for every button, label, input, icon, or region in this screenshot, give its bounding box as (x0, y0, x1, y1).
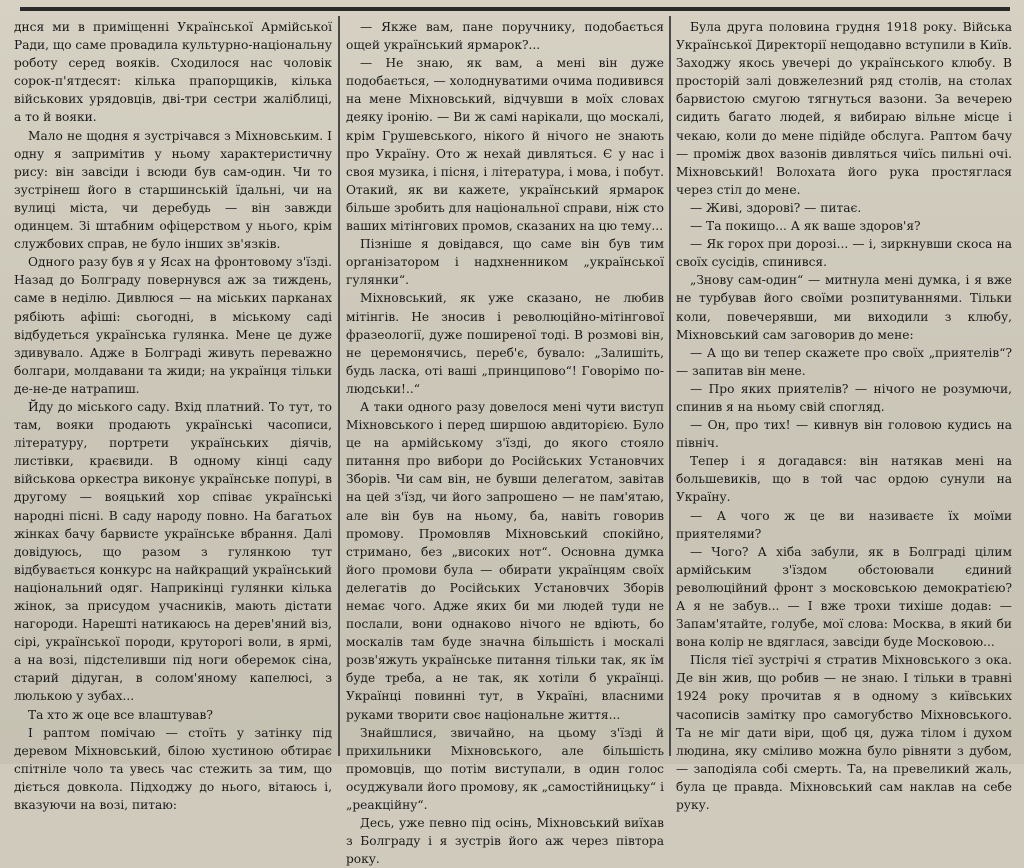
paragraph: — Та покищо... А як ваше здоров'я? (690, 219, 921, 234)
paragraph: Десь, уже певно під осінь, Міхновський виїхав з Болграду і я зустрів його аж через півтора року. (346, 816, 664, 867)
column-2 (346, 18, 664, 867)
paragraph: Була друга половина грудня 1918 року. Війська Української Директорії нещодавно вступили в Київ. Заходжу якось увечері до українського клюбу. В просторій залі довжелезний ряд столів, на столах барвистою смугою тягнуться вазони. За вечерею сидить багато людей, я вибираю вільне місце і чекаю, коли до мене підійде обслуга. Раптом бачу — проміж двох вазонів дивляться чиїсь пильні очі. Міхновський! Волохата його рука простяглася через стіл до мене. (676, 20, 1012, 197)
paragraph: — Он, про тих! — кивнув він головою кудись на північ. (676, 418, 1012, 451)
paragraph: А таки одного разу довелося мені чути виступ Міхновського і перед ширшою авдиторією. Було це на армійському з'їзді, до якого стояло питання про вибори до Російських Установчих Зборів. Чи сам він, не бувши делегатом, завітав на цей з'їзд, чи його запрошено — не пам'ятаю, але він був на ньому, ба, навіть говорив промову. Промовляв Міхновський спокійно, стримано, без „високих нот“. Основна думка його промови була — обирати українцям своїх делегатів до Російських Установчих Зборів немає чого. Адже яких би ми людей туди не послали, вони однаково нічого не вдіють, бо москалів там буде значна більшість і москалі розв'яжуть українське питання тільки так, як їм буде треба, а не так, як хотіли б українці. Українці повинні тут, в Україні, власними руками творити своє національне життя... (346, 399, 664, 722)
paragraph: — Якже вам, пане поручнику, подобається ощей український ярмарок?... (346, 20, 664, 53)
paragraph: Після тієї зустрічі я стратив Міхновського з ока. Де він жив, що робив — не знаю. І тільки в травні 1924 року прочитав я в одному з київських часописів замітку про самогубство Міхновського. Та не міг дати віри, щоб ця, дужа тілом і духом людина, яку сміливо можна було рівняти з дубом, — заподіяла собі смерть. Та, на превеликий жаль, була це правда. Міхновський сам наклав на себе руку. (676, 653, 1012, 813)
paragraph: — Живі, здорові? — питає. (690, 200, 862, 215)
column-divider (338, 16, 340, 756)
paragraph: Пізніше я довідався, що саме він був тим організатором і надхненником „української гулянки“. (346, 237, 664, 288)
paragraph: І раптом помічаю — стоїть у затінку під деревом Міхновський, білою хустиною обтирає спітніле чоло та увесь час стежить за тим, що діється довкола. Підходжу до нього, вітаюсь і, вказуючи на возі, питаю: (14, 725, 332, 813)
paragraph: — Не знаю, як вам, а мені він дуже подобається, — холоднуватими очима подивився на мене Міхновський, відчувши в моїх словах деяку іронію. — Ви ж самі нарікали, що москалі, крім Грушевського, нікого й нічого не знають про Україну. Ото ж нехай дивляться. Є у нас і своя музика, і пісня, і література, і мова, і побут. Отакий, як ви кажете, український ярмарок більше зробить для національної справи, ніж сто ваших мітінгових промов, сказаних на цю тему... (346, 56, 664, 234)
paragraph: — Як горох при дорозі... — і, зиркнувши скоса на своїх сусідів, спинився. (676, 237, 1012, 270)
column-1 (14, 18, 332, 813)
column-3 (676, 18, 1012, 813)
paragraph: днся ми в приміщенні Української Армійської Ради, що саме провадила культурно-національну роботу серед вояків. Сходилося нас чоловік сорок-п'ятдесят: кілька прапорщиків, кілька військових урядовців, дві-три сестри жаліблиці, а то й вояки. (14, 20, 332, 125)
top-rule (20, 7, 1010, 11)
paragraph: — А що ви тепер скажете про своїх „приятелів“? — запитав він мене. (676, 345, 1012, 378)
paragraph: Та хто ж оце все влаштував? (28, 707, 213, 722)
paragraph: Йду до міського саду. Вхід платний. То тут, то там, вояки продають українські часописи, літературу, портрети українських діячів, листівки, краєвиди. В одному кінці саду військова оркестра виконує українське попурі, в другому — вояцький хор співає українські народні пісні. В саду народу повно. На багатьох жінках бачу барвисте українське вбрання. Далі довідуюсь, що разом з гулянкою тут відбувається конкурс на найкращий український національний одяг. Наприкінці гулянки кілька жінок, за присудом учасників, мають дістати нагороди. Нарешті натикаюсь на дерев'яний віз, сірі, української породи, круторогі воли, в ярмі, а на возі, підстеливши під ноги оберемок сіна, старий дідуган, в солом'яному капелюсі, з люлькою у зубах... (14, 399, 332, 704)
column-divider (669, 16, 671, 756)
paragraph: Тепер і я догадався: він натякав мені на большевиків, що в той час ордою сунули на Україну. (676, 454, 1012, 505)
paragraph: — Чого? А хіба забули, як в Болграді цілим армійським з'їздом обстоювали єдиний революційний фронт з московською демократією? А я не забув... — І вже трохи тихіше додав: — Запам'ятайте, голубе, мої слова: Москва, в який би вона колір не вдяглася, завсіди буде Московою... (676, 544, 1012, 650)
paragraph: Одного разу був я у Ясах на фронтовому з'їзді. Назад до Болграду повернувся аж за тиждень, саме в неділю. Дивлюся — на міських парканах рябіють афіші: сьогодні, в міському саді відбудеться українська гулянка. Мене це дуже здивувало. Адже в Болграді живуть переважно болгари, молдавани та жиди; на українця тільки де-не-де натрапиш. (14, 255, 332, 396)
paragraph: „Знову сам-один“ — митнула мені думка, і я вже не турбував його своїми розпитуваннями. Тільки коли, повечерявши, ми виходили з клюбу, Міхновський сам заговорив до мене: (676, 273, 1012, 342)
paragraph: Знайшлися, звичайно, на цьому з'їзді й прихильники Міхновського, але більшість промовців, що потім виступали, в один голос осуджували його промову, як „самостійницьку“ і „реакційну“. (346, 725, 664, 813)
paragraph: Мало не щодня я зустрічався з Міхновським. І одну я запримітив у ньому характеристичну рису: він завсіди і всюди був сам-один. Чи то зустрінеш його в старшинській їдальні, чи на вулиці міста, чи деребудь — він завжди одинцем. Зі штабним офіцерством у нього, крім службових справ, не було інших зв'язків. (14, 128, 332, 252)
paragraph: Міхновський, як уже сказано, не любив мітінгів. Не зносив і революційно-мітінгової фразеології, дуже поширеної тоді. В розмові він, не церемонячись, переб'є, бувало: „Залишіть, будь ласка, оті ваші „принципово“! Говорімо по-людськи!..“ (346, 291, 664, 396)
paragraph: — Про яких приятелів? — нічого не розумючи, спинив я на ньому свій спогляд. (676, 381, 1012, 414)
paragraph: — А чого ж це ви називаєте їх моїми приятелями? (676, 508, 1012, 541)
